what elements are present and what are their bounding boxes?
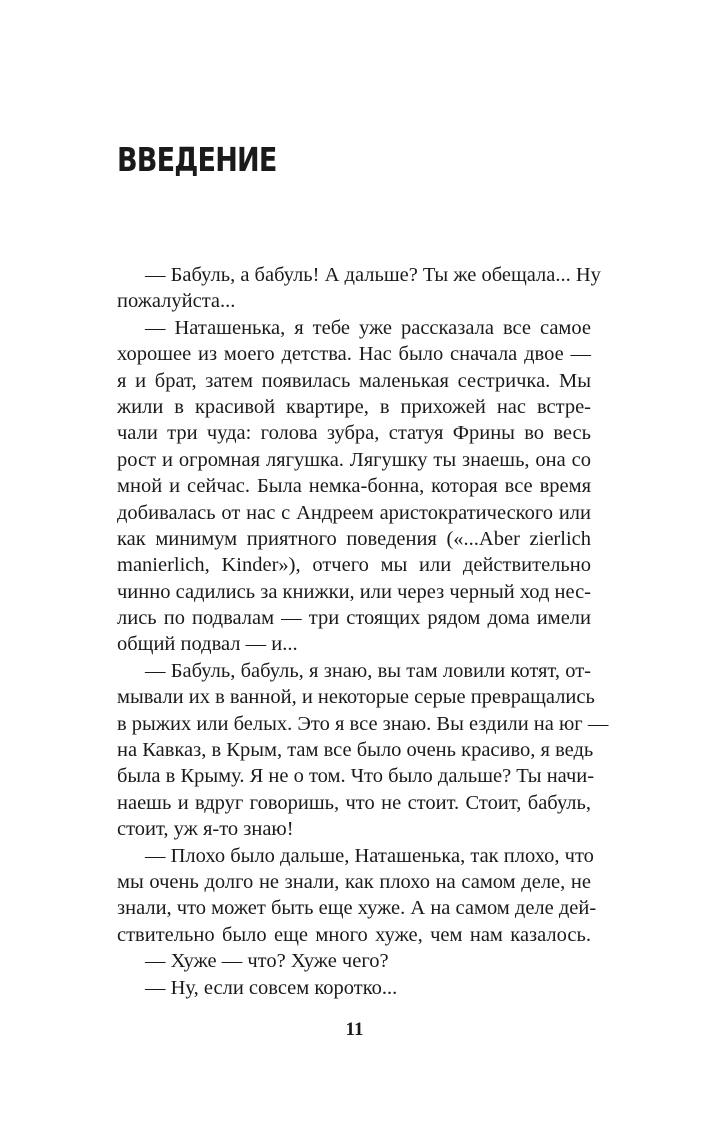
text-line: — Наташенька, я тебе уже рассказала все самое [145, 316, 591, 339]
text-line: пожалуйста... [117, 290, 236, 313]
text-line: я и брат, затем появилась маленькая сестричка. Мы [117, 369, 591, 392]
text-line: чинно садились за книжки, или через черный ход нес- [117, 580, 592, 603]
text-line: наешь и вдруг говоришь, что не стоит. Стоит, бабуль, [117, 791, 591, 814]
text-line: — Бабуль, а бабуль! А дальше? Ты же обещала... Ну [145, 264, 601, 286]
text-line: мной и сейчас. Была немка-бонна, которая все время [117, 475, 591, 498]
text-line: — Хуже — что? Хуже чего? [145, 950, 389, 973]
text-line: ствительно было еще много хуже, чем нам казалось. [117, 923, 591, 946]
text-line: manierlich, Kinder»), отчего мы или действительно [117, 554, 591, 577]
text-line: была в Крыму. Я не о том. Что было дальше? Ты начи- [117, 765, 595, 788]
text-line: мы очень долго не знали, как плохо на самом деле, не [117, 870, 591, 893]
text-line: рост и огромная лягушка. Лягушку ты знаешь, она со [117, 448, 591, 471]
text-line: — Бабуль, бабуль, я знаю, вы там ловили котят, от- [145, 659, 591, 682]
chapter-title: ВВЕДЕНИЕ [117, 140, 277, 179]
text-line: жили в красивой квартире, в прихожей нас встре- [117, 395, 591, 418]
text-line: мывали их в ванной, и некоторые серые превращались [117, 686, 595, 709]
text-line: добивалась от нас с Андреем аристократического или [117, 501, 591, 524]
text-line: в рыжих или белых. Это я все знаю. Вы ездили на юг — [117, 712, 609, 735]
text-line: — Ну, если совсем коротко... [145, 976, 398, 999]
text-line: как минимум приятного поведения («...Aber zierlich [117, 527, 591, 550]
page-number: 11 [345, 1019, 364, 1040]
text-line: на Кавказ, в Крым, там все было очень красиво, я ведь [117, 739, 594, 762]
text-line: знали, что может быть еще хуже. А на самом деле дей- [117, 897, 597, 920]
text-line: чали три чуда: голова зубра, статуя Фрины во весь [117, 422, 591, 445]
text-line: хорошее из моего детства. Нас было сначала двое — [117, 343, 591, 366]
body-text [117, 262, 609, 1001]
text-line: — Плохо было дальше, Наташенька, так плохо, что [145, 844, 594, 867]
text-line: лись по подвалам — три стоящих рядом дома имели [117, 607, 591, 630]
text-line: стоит, уж я-то знаю! [117, 818, 294, 841]
text-line: общий подвал — и... [117, 633, 298, 656]
